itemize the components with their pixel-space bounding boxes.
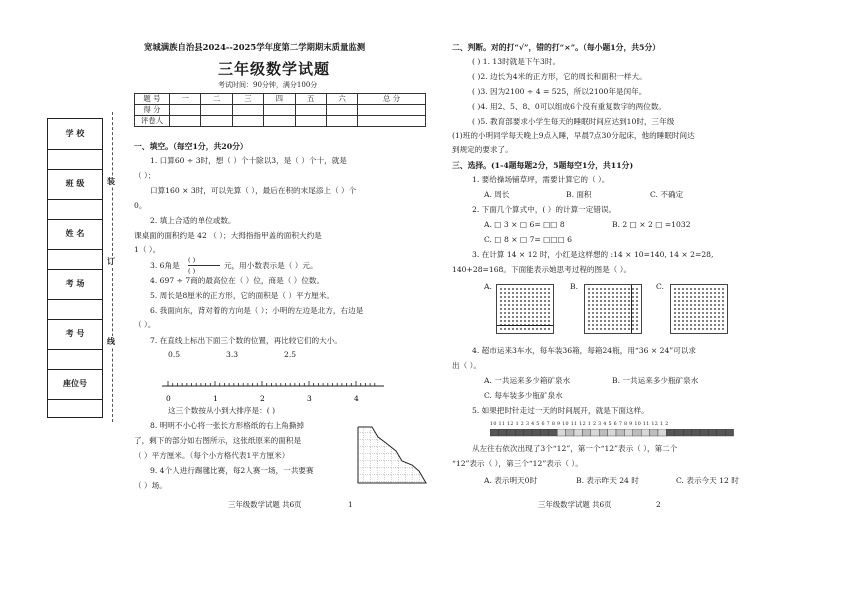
judge-item: 到规定的要求了。 xyxy=(452,145,513,154)
question-text: 140+28=168。下面能表示她思考过程的图是（ ）。 xyxy=(452,265,632,274)
seat-no-field[interactable] xyxy=(48,399,102,400)
question-text: 0。 xyxy=(134,201,147,210)
question-text: 1. 口算60 ÷ 3时，想（ ）个十除以3，是（ ）个十，就是 xyxy=(150,156,347,165)
footer-text: 三年级数学试题 共6页 xyxy=(538,500,612,509)
clock-strip-segment xyxy=(725,429,733,436)
clock-strip-segment xyxy=(515,429,523,436)
judge-item: (1)班的小明同学每天晚上9点入睡，早晨7点30分起床，他的睡眠时间达 xyxy=(452,131,695,140)
question-text: 从左往右依次出现了3个“12”，第一个“12”表示（ ），第二个 xyxy=(472,444,678,453)
option-a[interactable]: A. □ 3 × □ 6= □□ 8 xyxy=(484,220,565,229)
clock-strip-numbers: 10 11 12 1 2 3 4 5 6 7 8 9 10 11 12 1 2 3 4 5 6 7 8 9 10 11 12 1 2 xyxy=(490,422,669,427)
class-field[interactable] xyxy=(48,199,102,200)
judge-item: ( ) 1. 13时就是下午3时。 xyxy=(472,57,561,66)
question-text: 了，剩下的部分如右图所示，这张纸原来的面积是 xyxy=(134,436,302,445)
axis-label: 2 xyxy=(260,394,265,403)
question-text: 课桌面的面积约是 42 （ ）；大拇指指甲盖的面积大约是 xyxy=(134,231,322,240)
dot-array xyxy=(673,287,725,331)
page-number: 1 xyxy=(348,500,353,509)
clock-strip-segment xyxy=(692,429,700,436)
grader-cell[interactable] xyxy=(264,116,295,127)
score-col: 四 xyxy=(264,94,295,105)
judge-item: ( )2. 边长为4米的正方形，它的周长和面积一样大。 xyxy=(472,72,647,81)
page-number: 2 xyxy=(656,500,661,509)
option-a[interactable]: A. 表示明天0时 xyxy=(484,476,538,485)
class-label: 班 级 xyxy=(65,178,85,188)
exam-name: 宽城满族自治县2024--2025学年度第二学期期末质量监测 xyxy=(144,42,366,52)
option-b[interactable]: B. 一共运来多少瓶矿泉水 xyxy=(612,376,699,385)
clock-strip-segment xyxy=(616,429,624,436)
number-line-ticks xyxy=(162,381,384,386)
option-b[interactable]: B. 表示昨天 24 时 xyxy=(576,476,639,485)
clock-strip-segment xyxy=(507,429,515,436)
clock-strip-segment xyxy=(557,429,565,436)
dot-array-figure-a[interactable] xyxy=(496,284,554,334)
footer-text: 三年级数学试题 共6页 xyxy=(228,500,302,509)
clock-strip-segment xyxy=(599,429,607,436)
score-cell[interactable] xyxy=(326,105,357,116)
clock-strip-segment xyxy=(549,429,557,436)
divider xyxy=(48,269,102,270)
clock-strip-segment xyxy=(717,429,725,436)
axis-label: 1 xyxy=(213,394,218,403)
option-b[interactable]: B. 2 □ × 2 □ =1032 xyxy=(612,220,691,229)
score-cell[interactable] xyxy=(264,105,295,116)
clock-strip-segment xyxy=(532,429,540,436)
binding-char-ding: 订 xyxy=(107,256,115,266)
clock-strip-segment xyxy=(700,429,708,436)
page-title: 三年级数学试题 xyxy=(218,60,331,78)
option-a[interactable]: A. 一共运来多少箱矿泉水 xyxy=(484,376,571,385)
score-cell[interactable] xyxy=(232,105,263,116)
question-text: 3. 6角是 xyxy=(150,261,180,270)
dot-array-figure-c[interactable] xyxy=(670,284,728,334)
divider xyxy=(48,169,102,170)
clock-strip-segment xyxy=(490,429,498,436)
binding-char-zhuang: 装 xyxy=(107,176,115,186)
option-a[interactable]: A. xyxy=(484,282,492,291)
axis-label: 4 xyxy=(354,394,359,403)
question-text: 5. 如果把时针走过一天的时间展开，就是下面这样。 xyxy=(472,406,649,415)
number-line[interactable] xyxy=(158,372,390,406)
question-text: （ ）。 xyxy=(134,320,156,329)
exam-no-label: 考 号 xyxy=(65,328,85,338)
question-text: 4. 697 ÷ 7商的最高位在（ ）位，商是（ ）位数。 xyxy=(150,276,325,285)
clock-strip xyxy=(490,422,736,438)
clock-strip-segment xyxy=(624,429,632,436)
clock-strip-segment xyxy=(566,429,574,436)
clock-strip-segment xyxy=(498,429,506,436)
question-text: 1. 要给操场铺草坪，需要计算它的（ ）。 xyxy=(472,175,610,184)
clock-strip-segment xyxy=(582,429,590,436)
option-c[interactable]: C. xyxy=(656,282,664,291)
axis-label: 3 xyxy=(307,394,312,403)
dot-array-figure-b[interactable] xyxy=(584,284,642,334)
fraction-denominator[interactable]: ( ) xyxy=(188,267,196,275)
clock-strip-segment xyxy=(650,429,658,436)
number-label: 0.5 xyxy=(168,350,181,359)
divider xyxy=(48,219,102,220)
clock-strip-segment xyxy=(591,429,599,436)
question-text: 1（ ）。 xyxy=(134,245,161,254)
clock-strip-segment xyxy=(658,429,666,436)
score-cell[interactable] xyxy=(201,105,232,116)
grader-cell[interactable] xyxy=(295,116,326,127)
number-label: 2.5 xyxy=(284,350,297,359)
judge-item: ( )3. 因为2100 ÷ 4 = 525，所以2100年是闰年。 xyxy=(472,87,647,96)
clock-strip-segment xyxy=(574,429,582,436)
binding-line xyxy=(112,112,113,422)
clock-strip-segment xyxy=(641,429,649,436)
question-text: 元，用小数表示是（ ）元。 xyxy=(224,261,318,270)
judge-item: ( )4. 用2、5、8、0可以组成6个没有重复数字的两位数。 xyxy=(472,102,667,111)
section-title: 二、判断。对的打“√”，错的打“×”。（每小题1分，共5分） xyxy=(452,43,661,52)
question-text: 3. 在计算 14 × 12 时，小红是这样想的 :14 × 10=140, 14 × 2=28, xyxy=(472,250,714,259)
question-text: 2. 下面几个算式中，( ）的计算一定错误。 xyxy=(472,205,617,214)
exam-room-field[interactable] xyxy=(48,299,102,300)
option-c[interactable]: C. 每车装多少瓶矿泉水 xyxy=(484,391,563,400)
question-text: 5. 周长是8厘米的正方形，它的面积是（ ）平方厘米。 xyxy=(150,291,334,300)
question-text: 2. 填上合适的单位或数。 xyxy=(150,216,236,225)
fraction-numerator[interactable]: ( ) xyxy=(188,256,196,264)
grader-cell[interactable] xyxy=(232,116,263,127)
school-field[interactable] xyxy=(48,149,102,150)
torn-grid-figure xyxy=(356,425,428,485)
grader-cell[interactable] xyxy=(358,116,426,127)
clock-strip-segment xyxy=(666,429,674,436)
exam-subtitle: 考试时间：90分钟，满分100分 xyxy=(218,81,318,89)
grader-row-label: 评卷人 xyxy=(135,116,170,127)
clock-strip-segment xyxy=(675,429,683,436)
number-label: 3.3 xyxy=(226,350,239,359)
score-col: 五 xyxy=(295,94,326,105)
axis-label: 0 xyxy=(166,394,171,403)
clock-strip-segment xyxy=(683,429,691,436)
question-text: 4. 超市运来3车水，每车装36箱，每箱24瓶，用“36 × 24”可以求 xyxy=(472,346,696,355)
score-table xyxy=(134,93,426,127)
section-title: 一、填空。（每空1分，共20分） xyxy=(134,142,248,151)
clock-strip-segment xyxy=(708,429,716,436)
exam-room-label: 考 场 xyxy=(65,278,85,288)
question-text: 口算160 × 3时，可以先算（ ），最后在积的末尾添上（ ）个 xyxy=(150,186,357,195)
question-text: （ ）场。 xyxy=(134,481,167,490)
question-text: 8. 明明不小心将一张长方形格纸的右上角撕掉 xyxy=(150,421,304,430)
question-text: 这三个数按从小到大排序是：( ) xyxy=(168,406,276,415)
question-text: 7. 在直线上标出下面三个数的位置，再比较它们的大小。 xyxy=(150,336,342,345)
question-text: 6. 我面向东，背对着的方向是（ ）；小明的左边是北方，右边是 xyxy=(150,306,364,315)
option-a[interactable]: A. 周长 xyxy=(484,190,510,199)
question-text: 出（ ）。 xyxy=(452,361,481,370)
divider xyxy=(48,319,102,320)
grader-cell[interactable] xyxy=(201,116,232,127)
clock-strip-bar xyxy=(490,429,736,437)
option-c[interactable]: C. □ 8 × □ 7= □□□ 6 xyxy=(484,235,572,244)
name-label: 姓 名 xyxy=(65,228,85,238)
divider xyxy=(48,369,102,370)
clock-strip-segment xyxy=(540,429,548,436)
option-b[interactable]: B. xyxy=(570,282,578,291)
clock-strip-segment xyxy=(608,429,616,436)
binding-char-xian: 线 xyxy=(107,336,115,346)
score-col: 三 xyxy=(232,94,263,105)
school-label: 学 校 xyxy=(65,128,85,138)
score-col: 一 xyxy=(170,94,201,105)
grader-cell[interactable] xyxy=(170,116,201,127)
score-col: 总 分 xyxy=(358,94,426,105)
question-text: “12”表示（ ），第三个“12”表示（ ）。 xyxy=(452,459,583,468)
student-info-table xyxy=(47,118,103,418)
score-header-label: 题 号 xyxy=(135,94,170,105)
option-c[interactable]: C. 不确定 xyxy=(650,190,684,199)
split-line xyxy=(497,325,553,326)
question-text: 9. 4个人进行踢毽比赛，每2人赛一场，一共要赛 xyxy=(150,466,314,475)
split-line xyxy=(631,285,632,333)
question-text: （ ）； xyxy=(134,171,156,180)
section-title: 三、选择。(1-4题每题2分，5题每空1分，共11分) xyxy=(452,161,634,170)
score-cell[interactable] xyxy=(295,105,326,116)
name-field[interactable] xyxy=(48,249,102,250)
judge-item: ( )5. 教育部要求小学生每天的睡眠时间应达到10时，三年级 xyxy=(472,117,675,126)
question-text: （ ）平方厘米。（每个小方格代表1平方厘米） xyxy=(134,451,290,460)
clock-strip-segment xyxy=(524,429,532,436)
score-col: 二 xyxy=(201,94,232,105)
score-col: 六 xyxy=(326,94,357,105)
exam-no-field[interactable] xyxy=(48,349,102,350)
clock-strip-segment xyxy=(633,429,641,436)
seat-no-label: 座位号 xyxy=(63,378,87,388)
option-b[interactable]: B. 面积 xyxy=(566,190,592,199)
score-cell[interactable] xyxy=(358,105,426,116)
grader-cell[interactable] xyxy=(326,116,357,127)
score-cell[interactable] xyxy=(170,105,201,116)
score-row-label: 得 分 xyxy=(135,105,170,116)
option-c[interactable]: C. 表示今天 12 时 xyxy=(676,476,739,485)
